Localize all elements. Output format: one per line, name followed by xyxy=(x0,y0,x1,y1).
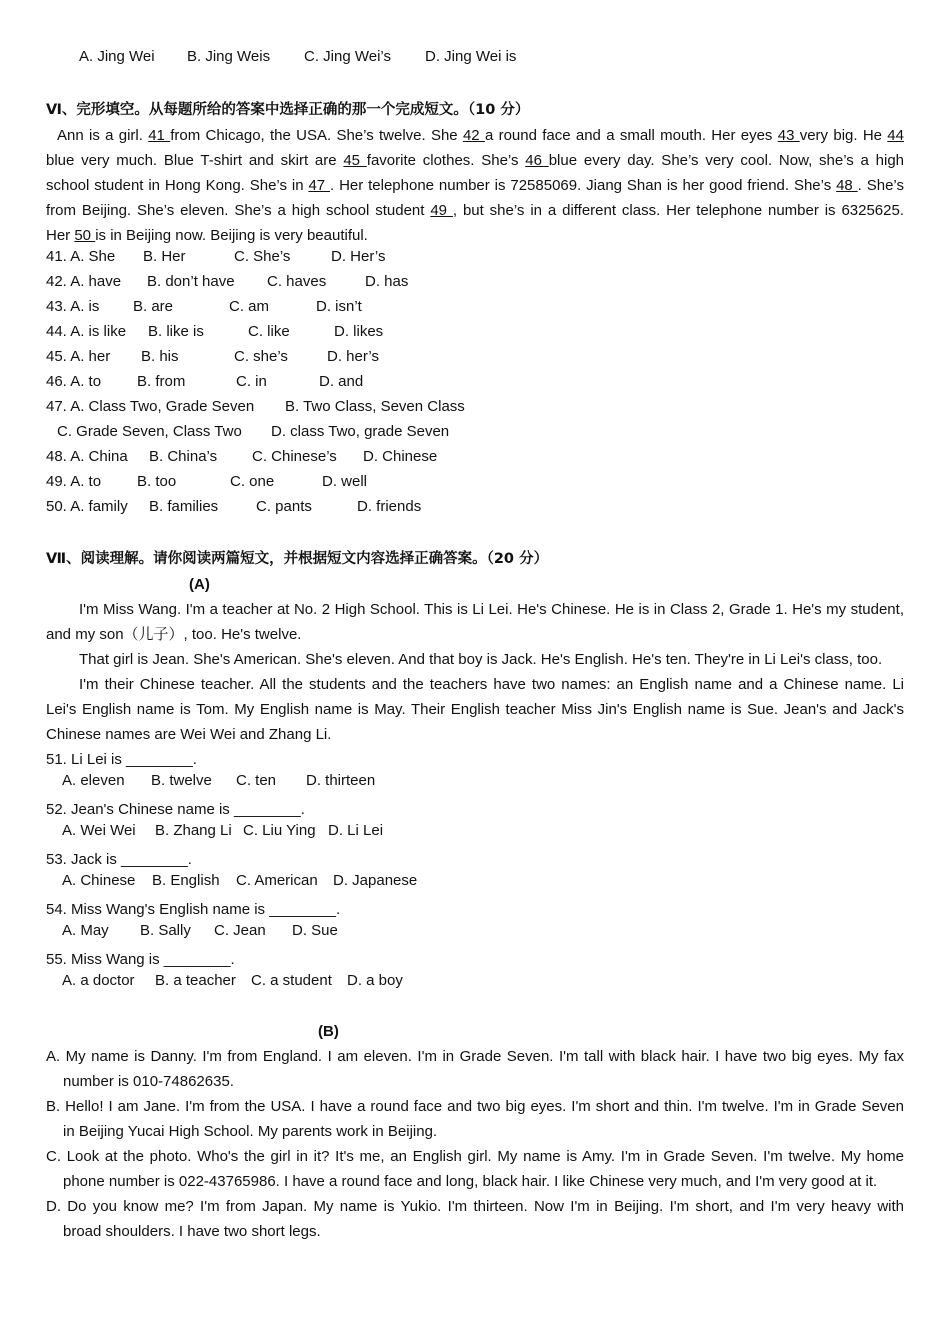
q44-option-c: C. like xyxy=(248,323,290,340)
q40-option-a: A. Jing Wei xyxy=(79,48,155,65)
q52-option-c: C. Liu Ying xyxy=(243,822,316,839)
q44-option-d: D. likes xyxy=(334,323,384,340)
blank-49: 49 xyxy=(430,202,453,219)
blank-42: 42 xyxy=(462,127,485,144)
passage-a-label: (A) xyxy=(189,576,210,593)
q50-option-d: D. friends xyxy=(357,498,422,515)
section-7-title: Ⅶ、阅读理解。请你阅读两篇短文，并根据短文内容选择正确答案。（20 分） xyxy=(46,551,549,567)
cloze-line-2: blue very much. Blue T-shirt and skirt are 45 favorite clothes. She’s 46 blue every day. She’s very cool. Now, she’s a high xyxy=(46,152,904,169)
passage-a-line-2: and my son（儿子）, too. He's twelve. xyxy=(46,626,302,643)
q42-option-a: 42. A. have xyxy=(46,273,122,290)
q43-option-b: B. are xyxy=(133,298,174,315)
q43-option-a: 43. A. is xyxy=(46,298,100,315)
q48-option-d: D. Chinese xyxy=(363,448,438,465)
q53-option-c: C. American xyxy=(236,872,318,889)
q48-option-c: C. Chinese’s xyxy=(252,448,337,465)
q41-option-a: 41. A. She xyxy=(46,248,116,265)
q41-option-d: D. Her’s xyxy=(331,248,386,265)
q50-option-b: B. families xyxy=(149,498,219,515)
passage-b-line-8: broad shoulders. I have two short legs. xyxy=(63,1223,321,1240)
cloze-line-4: from Beijing. She’s eleven. She’s a high school student 49 , but she’s in a different class. Her telephone number is 6325625. xyxy=(46,202,905,219)
q51-option-c: C. ten xyxy=(236,772,277,789)
q52-option-b: B. Zhang Li xyxy=(155,822,232,839)
blank-46: 46 xyxy=(525,152,549,169)
section-6-title: Ⅵ、完形填空。从每题所给的答案中选择正确的那一个完成短文。（10 分） xyxy=(46,102,530,118)
q40-option-c: C. Jing Wei’s xyxy=(304,48,391,65)
q52-option-a: A. Wei Wei xyxy=(62,822,136,839)
blank-47: 47 xyxy=(308,177,331,194)
q49-option-a: 49. A. to xyxy=(46,473,102,490)
q41-option-c: C. She’s xyxy=(234,248,291,265)
passage-a-line-3: That girl is Jean. She's American. She's eleven. And that boy is Jack. He's English. He's ten. They're in Li Lei's class, too. xyxy=(79,651,883,668)
blank-48: 48 xyxy=(836,177,858,194)
q54-option-a: A. May xyxy=(62,922,109,939)
passage-a-line-1: I'm Miss Wang. I'm a teacher at No. 2 High School. This is Li Lei. He's Chinese. He is in Class 2, Grade 1. He's my student, xyxy=(79,601,904,618)
q50-option-c: C. pants xyxy=(256,498,312,515)
q49-option-d: D. well xyxy=(322,473,368,490)
q40-option-d: D. Jing Wei is xyxy=(425,48,517,65)
q46-option-a: 46. A. to xyxy=(46,373,102,390)
passage-a-line-4: I'm their Chinese teacher. All the students and the teachers have two names: an English name and a Chinese name. Li xyxy=(79,676,904,693)
q44-option-a: 44. A. is like xyxy=(46,323,127,340)
q47-option-b: B. Two Class, Seven Class xyxy=(285,398,465,415)
q55-stem: 55. Miss Wang is ________. xyxy=(46,951,235,968)
q47-option-a: 47. A. Class Two, Grade Seven xyxy=(46,398,255,415)
q52-stem: 52. Jean's Chinese name is ________. xyxy=(46,801,305,818)
passage-b-line-5: C. Look at the photo. Who's the girl in it? It's me, an English girl. My name is Amy. I'm in Grade Seven. I'm twelve. My home xyxy=(46,1148,904,1165)
q49-option-b: B. too xyxy=(137,473,177,490)
q55-option-a: A. a doctor xyxy=(62,972,135,989)
blank-41: 41 xyxy=(148,127,171,144)
cloze-line-5: Her 50 is in Beijing now. Beijing is very beautiful. xyxy=(46,227,368,244)
passage-b-line-1: A. My name is Danny. I'm from England. I am eleven. I'm in Grade Seven. I'm tall with black hair. I have two big eyes. My fax xyxy=(46,1048,904,1065)
blank-43: 43 xyxy=(777,127,800,144)
q51-option-a: A. eleven xyxy=(62,772,125,789)
blank-44: 44 xyxy=(887,127,904,144)
q46-option-b: B. from xyxy=(137,373,186,390)
q52-option-d: D. Li Lei xyxy=(328,822,384,839)
q43-option-c: C. am xyxy=(229,298,270,315)
q53-option-d: D. Japanese xyxy=(333,872,418,889)
cloze-line-1: Ann is a girl. 41 from Chicago, the USA. She’s twelve. She 42 a round face and a small mouth. Her eyes 43 very big. He 44 xyxy=(57,127,904,144)
q55-option-d: D. a boy xyxy=(347,972,403,989)
q53-option-b: B. English xyxy=(152,872,220,889)
passage-b-line-2: number is 010-74862635. xyxy=(63,1073,234,1090)
blank-45: 45 xyxy=(343,152,367,169)
q41-option-b: B. Her xyxy=(143,248,186,265)
q47-option-d: D. class Two, grade Seven xyxy=(271,423,450,440)
q50-option-a: 50. A. family xyxy=(46,498,128,515)
passage-b-label: (B) xyxy=(318,1023,339,1040)
q42-option-c: C. haves xyxy=(267,273,327,290)
q48-option-a: 48. A. China xyxy=(46,448,128,465)
q48-option-b: B. China’s xyxy=(149,448,218,465)
cloze-line-3: school student in Hong Kong. She’s in 47 . Her telephone number is 72585069. Jiang Shan is her good friend. She’s 48 . She’s xyxy=(46,177,904,194)
q45-option-b: B. his xyxy=(141,348,179,365)
blank-50: 50 xyxy=(74,227,96,244)
q54-option-d: D. Sue xyxy=(292,922,338,939)
q40-option-b: B. Jing Weis xyxy=(187,48,271,65)
q45-option-c: C. she’s xyxy=(234,348,288,365)
q53-option-a: A. Chinese xyxy=(62,872,136,889)
q45-option-d: D. her’s xyxy=(327,348,379,365)
q45-option-a: 45. A. her xyxy=(46,348,111,365)
q46-option-c: C. in xyxy=(236,373,267,390)
q54-option-c: C. Jean xyxy=(214,922,266,939)
q51-stem: 51. Li Lei is ________. xyxy=(46,751,197,768)
q42-option-b: B. don’t have xyxy=(147,273,235,290)
passage-b-line-3: B. Hello! I am Jane. I'm from the USA. I have a round face and two big eyes. I'm short and thin. I'm twelve. I'm in Grade Seven xyxy=(46,1098,904,1115)
q47-option-c: C. Grade Seven, Class Two xyxy=(57,423,242,440)
q44-option-b: B. like is xyxy=(148,323,204,340)
q53-stem: 53. Jack is ________. xyxy=(46,851,192,868)
q46-option-d: D. and xyxy=(319,373,364,390)
q54-stem: 54. Miss Wang's English name is ________. xyxy=(46,901,341,918)
q55-option-c: C. a student xyxy=(251,972,332,989)
passage-b-line-7: D. Do you know me? I'm from Japan. My name is Yukio. I'm thirteen. Now I'm in Beijing. I'm short, and I'm very heavy with xyxy=(46,1198,904,1215)
passage-b-line-4: in Beijing Yucai High School. My parents work in Beijing. xyxy=(63,1123,438,1140)
q55-option-b: B. a teacher xyxy=(155,972,236,989)
q51-option-b: B. twelve xyxy=(151,772,212,789)
passage-a-line-5: Lei's English name is Tom. My English name is May. Their English teacher Miss Jin's English name is Sue. Jean's and Jack's xyxy=(46,701,904,718)
q51-option-d: D. thirteen xyxy=(306,772,376,789)
passage-b-line-6: phone number is 022-43765986. I have a round face and long, black hair. I like Chinese very much, and I'm very good at it. xyxy=(63,1173,878,1190)
q43-option-d: D. isn’t xyxy=(316,298,362,315)
q54-option-b: B. Sally xyxy=(140,922,191,939)
q42-option-d: D. has xyxy=(365,273,409,290)
passage-a-line-6: Chinese names are Wei Wei and Zhang Li. xyxy=(46,726,332,743)
q49-option-c: C. one xyxy=(230,473,275,490)
